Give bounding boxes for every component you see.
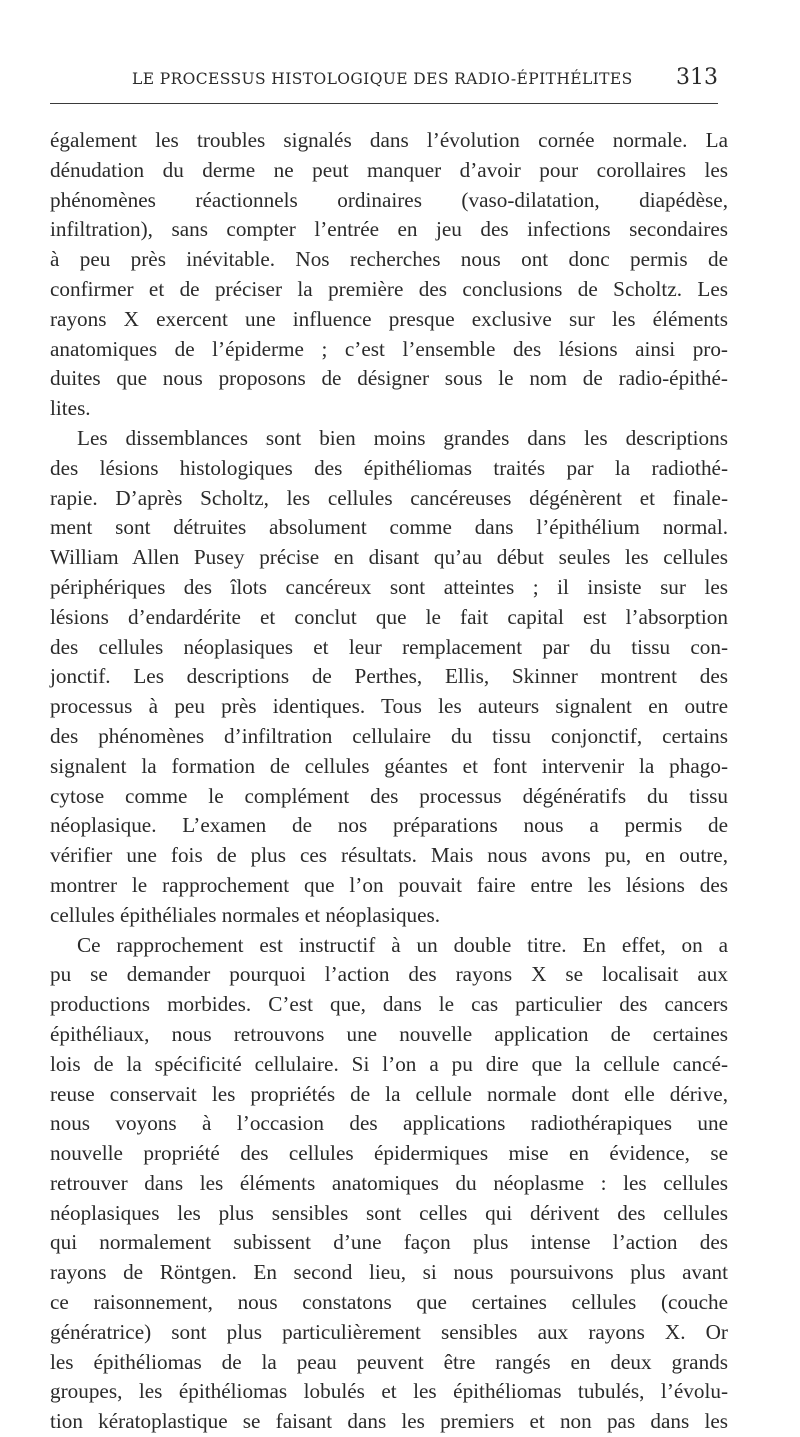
text-line: néoplasique. L’examen de nos préparations nous a permis de — [50, 813, 728, 838]
text-line: ce raisonnement, nous constatons que certaines cellules (couche — [50, 1290, 728, 1315]
text-line: dénudation du derme ne peut manquer d’avoir pour corollaires les — [50, 157, 728, 182]
paragraph-start-line: Les dissemblances sont bien moins grandes dans les descriptions — [77, 425, 728, 450]
text-line: phénomènes réactionnels ordinaires (vaso-dilatation, diapédèse, — [50, 187, 728, 212]
text-line: à peu près inévitable. Nos recherches nous ont donc permis de — [50, 247, 728, 272]
body-text — [50, 126, 728, 1437]
text-line: jonctif. Les descriptions de Perthes, Ellis, Skinner montrent des — [50, 664, 728, 689]
text-line: lésions d’endardérite et conclut que le fait capital est l’absorption — [50, 604, 728, 629]
text-line: génératrice) sont plus particulièrement sensibles aux rayons X. Or — [50, 1319, 728, 1344]
text-line: William Allen Pusey précise en disant qu’au début seules les cellules — [50, 545, 728, 570]
text-line: lites. — [50, 396, 91, 421]
text-line: infiltration), sans compter l’entrée en jeu des infections secondaires — [50, 217, 728, 242]
header-rule — [50, 103, 718, 104]
text-line: ment sont détruites absolument comme dans l’épithélium normal. — [50, 515, 728, 540]
text-line: productions morbides. C’est que, dans le cas particulier des cancers — [50, 992, 728, 1017]
running-head — [50, 60, 730, 100]
text-line: montrer le rapprochement que l’on pouvait faire entre les lésions des — [50, 872, 728, 897]
text-line: pu se demander pourquoi l’action des rayons X se localisait aux — [50, 962, 728, 987]
text-line: qui normalement subissent d’une façon plus intense l’action des — [50, 1230, 728, 1255]
text-line: processus à peu près identiques. Tous les auteurs signalent en outre — [50, 694, 728, 719]
text-line: des phénomènes d’infiltration cellulaire du tissu conjonctif, certains — [50, 723, 728, 748]
running-title: LE PROCESSUS HISTOLOGIQUE DES RADIO-ÉPITHÉLITES — [132, 70, 633, 88]
text-line: des lésions histologiques des épithéliomas traités par la radiothé- — [50, 455, 728, 480]
text-line: confirmer et de préciser la première des conclusions de Scholtz. Les — [50, 276, 728, 301]
text-line: groupes, les épithéliomas lobulés et les épithéliomas tubulés, l’évolu- — [50, 1379, 728, 1404]
text-line: cellules épithéliales normales et néoplasiques. — [50, 902, 441, 927]
text-line: également les troubles signalés dans l’évolution cornée normale. La — [50, 128, 728, 152]
text-line: duites que nous proposons de désigner sous le nom de radio-épithé- — [50, 366, 728, 391]
text-line: des cellules néoplasiques et leur remplacement par du tissu con- — [50, 634, 728, 659]
text-line: nous voyons à l’occasion des applications radiothérapiques une — [50, 1111, 728, 1136]
text-line: épithéliaux, nous retrouvons une nouvelle application de certaines — [50, 1021, 728, 1046]
text-line: retrouver dans les éléments anatomiques du néoplasme : les cellules — [50, 1170, 728, 1195]
text-line: anatomiques de l’épiderme ; c’est l’ensemble des lésions ainsi pro- — [50, 336, 728, 361]
text-line: rayons X exercent une influence presque exclusive sur les éléments — [50, 306, 728, 331]
text-line: signalent la formation de cellules géantes et font intervenir la phago- — [50, 753, 728, 778]
text-line: nouvelle propriété des cellules épidermiques mise en évidence, se — [50, 1141, 728, 1166]
page-number: 313 — [676, 65, 718, 90]
text-line: vérifier une fois de plus ces résultats. Mais nous avons pu, en outre, — [50, 843, 728, 868]
text-line: rayons de Röntgen. En second lieu, si nous poursuivons plus avant — [50, 1260, 728, 1285]
text-line: les épithéliomas de la peau peuvent être rangés en deux grands — [50, 1349, 728, 1374]
text-line: périphériques des îlots cancéreux sont atteintes ; il insiste sur les — [50, 574, 728, 599]
text-line: lois de la spécificité cellulaire. Si l’on a pu dire que la cellule cancé- — [50, 1051, 728, 1076]
text-line: rapie. D’après Scholtz, les cellules cancéreuses dégénèrent et finale- — [50, 485, 728, 510]
text-line: néoplasiques les plus sensibles sont celles qui dérivent des cellules — [50, 1200, 728, 1225]
text-line: cytose comme le complément des processus dégénératifs du tissu — [50, 783, 728, 808]
paragraph-start-line: Ce rapprochement est instructif à un double titre. En effet, on a — [77, 932, 728, 957]
text-line: reuse conservait les propriétés de la cellule normale dont elle dérive, — [50, 1081, 728, 1106]
text-line: tion kératoplastique se faisant dans les premiers et non pas dans les — [50, 1409, 728, 1434]
